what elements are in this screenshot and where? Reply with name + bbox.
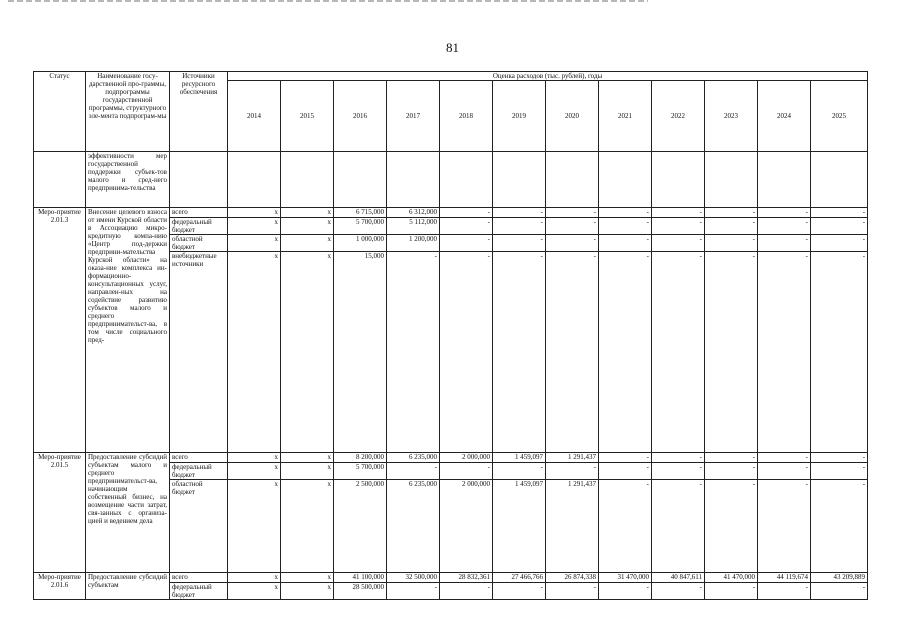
- value-cell: 1 200,000: [387, 235, 440, 252]
- value-cell: -: [652, 218, 705, 235]
- value-cell: [387, 152, 440, 208]
- value-cell: -: [811, 583, 868, 600]
- name-cell: эффективности мер государственной поддержки субъек-тов малого и сред-него предпринима-тельства: [86, 152, 170, 208]
- scan-edge-artifact: [8, 0, 648, 2]
- value-cell: -: [387, 252, 440, 453]
- header-name: Наименование госу-дарственной про-граммы, подпрограммы государственной программы, структурного эле-мента подпрограм-мы: [86, 72, 170, 152]
- value-cell: -: [652, 463, 705, 480]
- name-cell: Внесение целевого взноса от имени Курской области в Ассоциацию микро-кредитную компа-нию «Центр под-держки предприни-мательства Курской области» на оказа-ние комплекса ин-формационно-консультационных услуг, направлен-ных на содействие развитию субъектов малого и среднего предпринимательст-ва, в том числе социального пред-: [86, 208, 170, 453]
- source-cell: всего: [170, 573, 228, 583]
- value-cell: -: [493, 208, 546, 218]
- value-cell: -: [705, 218, 758, 235]
- header-status: Статус: [34, 72, 86, 152]
- header-year: 2021: [599, 81, 652, 152]
- value-cell: -: [599, 453, 652, 463]
- value-cell: -: [705, 235, 758, 252]
- value-cell: x: [281, 480, 334, 573]
- value-cell: 8 200,000: [334, 453, 387, 463]
- header-year: 2025: [811, 81, 868, 152]
- value-cell: -: [546, 235, 599, 252]
- value-cell: [652, 152, 705, 208]
- header-year: 2019: [493, 81, 546, 152]
- value-cell: 32 500,000: [387, 573, 440, 583]
- value-cell: -: [758, 218, 811, 235]
- value-cell: x: [281, 235, 334, 252]
- value-cell: x: [228, 480, 281, 573]
- value-cell: -: [811, 235, 868, 252]
- value-cell: x: [281, 252, 334, 453]
- name-cell: Предоставление субсидий субъектам: [86, 573, 170, 600]
- value-cell: x: [281, 218, 334, 235]
- value-cell: 2 500,000: [334, 480, 387, 573]
- value-cell: 27 466,766: [493, 573, 546, 583]
- value-cell: [493, 152, 546, 208]
- table-row: [34, 208, 868, 218]
- value-cell: 26 874,338: [546, 573, 599, 583]
- value-cell: x: [228, 573, 281, 583]
- value-cell: [599, 152, 652, 208]
- value-cell: 40 847,611: [652, 573, 705, 583]
- value-cell: -: [652, 235, 705, 252]
- value-cell: 6 715,000: [334, 208, 387, 218]
- value-cell: -: [652, 480, 705, 573]
- value-cell: -: [546, 252, 599, 453]
- header-year: 2020: [546, 81, 599, 152]
- value-cell: -: [758, 208, 811, 218]
- value-cell: -: [440, 463, 493, 480]
- value-cell: -: [758, 583, 811, 600]
- value-cell: -: [758, 480, 811, 573]
- value-cell: -: [440, 235, 493, 252]
- status-cell: Меро-приятие 2.01.5: [34, 453, 86, 573]
- value-cell: -: [811, 208, 868, 218]
- value-cell: -: [758, 252, 811, 453]
- page-number: 81: [446, 40, 459, 55]
- value-cell: 31 470,000: [599, 573, 652, 583]
- name-cell: Предоставление субсидий субъектам малого и среднего предпринимательст-ва, начинающим собственный бизнес, на возмещение части затрат, свя-занных с организа-цией и ведением дела: [86, 453, 170, 573]
- value-cell: x: [228, 208, 281, 218]
- value-cell: -: [758, 235, 811, 252]
- header-year: 2014: [228, 81, 281, 152]
- value-cell: -: [758, 463, 811, 480]
- value-cell: x: [228, 218, 281, 235]
- header-year: 2015: [281, 81, 334, 152]
- value-cell: 1 000,000: [334, 235, 387, 252]
- header-year: 2024: [758, 81, 811, 152]
- value-cell: -: [811, 218, 868, 235]
- value-cell: [228, 152, 281, 208]
- header-sources: Источники ресурсного обеспечения: [170, 72, 228, 152]
- value-cell: -: [599, 480, 652, 573]
- value-cell: 15,000: [334, 252, 387, 453]
- value-cell: -: [440, 218, 493, 235]
- value-cell: x: [281, 583, 334, 600]
- value-cell: -: [811, 480, 868, 573]
- budget-table: [33, 71, 868, 600]
- measures-body: [34, 208, 868, 600]
- status-cell: Меро-приятие 2.01.3: [34, 208, 86, 453]
- value-cell: -: [546, 463, 599, 480]
- source-cell: федеральный бюджет: [170, 463, 228, 480]
- value-cell: -: [546, 208, 599, 218]
- value-cell: 5 700,000: [334, 218, 387, 235]
- value-cell: -: [652, 208, 705, 218]
- value-cell: -: [493, 218, 546, 235]
- value-cell: -: [652, 583, 705, 600]
- value-cell: -: [387, 583, 440, 600]
- value-cell: x: [281, 463, 334, 480]
- value-cell: -: [493, 252, 546, 453]
- value-cell: 28 832,361: [440, 573, 493, 583]
- value-cell: x: [228, 453, 281, 463]
- table-row: [34, 573, 868, 583]
- value-cell: 2 000,000: [440, 480, 493, 573]
- source-cell: федеральный бюджет: [170, 218, 228, 235]
- value-cell: 1 459,097: [493, 453, 546, 463]
- value-cell: -: [705, 480, 758, 573]
- value-cell: [281, 152, 334, 208]
- value-cell: -: [387, 463, 440, 480]
- value-cell: -: [493, 463, 546, 480]
- value-cell: -: [493, 583, 546, 600]
- value-cell: -: [652, 252, 705, 453]
- value-cell: -: [758, 453, 811, 463]
- value-cell: -: [705, 453, 758, 463]
- value-cell: -: [811, 453, 868, 463]
- value-cell: -: [652, 453, 705, 463]
- value-cell: -: [546, 218, 599, 235]
- status-cell: [34, 152, 86, 208]
- value-cell: -: [811, 252, 868, 453]
- value-cell: 6 312,000: [387, 208, 440, 218]
- source-cell: [170, 152, 228, 208]
- source-cell: областной бюджет: [170, 235, 228, 252]
- table-row: [34, 453, 868, 463]
- value-cell: -: [705, 583, 758, 600]
- source-cell: внебюджетные источники: [170, 252, 228, 453]
- value-cell: 28 500,000: [334, 583, 387, 600]
- value-cell: -: [705, 252, 758, 453]
- value-cell: -: [546, 583, 599, 600]
- value-cell: -: [599, 218, 652, 235]
- header-year: 2022: [652, 81, 705, 152]
- value-cell: -: [705, 208, 758, 218]
- value-cell: 44 119,674: [758, 573, 811, 583]
- header-expenses: Оценка расходов (тыс. рублей), годы: [228, 72, 868, 81]
- value-cell: [811, 152, 868, 208]
- value-cell: 2 000,000: [440, 453, 493, 463]
- value-cell: -: [811, 463, 868, 480]
- source-cell: областной бюджет: [170, 480, 228, 573]
- value-cell: -: [599, 252, 652, 453]
- value-cell: [758, 152, 811, 208]
- value-cell: -: [705, 463, 758, 480]
- value-cell: [334, 152, 387, 208]
- value-cell: x: [281, 573, 334, 583]
- value-cell: 1 291,437: [546, 480, 599, 573]
- value-cell: 1 459,097: [493, 480, 546, 573]
- value-cell: -: [599, 463, 652, 480]
- status-cell: Меро-приятие 2.01.6: [34, 573, 86, 600]
- value-cell: -: [599, 208, 652, 218]
- source-cell: всего: [170, 453, 228, 463]
- header-year: 2016: [334, 81, 387, 152]
- value-cell: 6 235,000: [387, 453, 440, 463]
- value-cell: x: [281, 208, 334, 218]
- value-cell: [440, 152, 493, 208]
- source-cell: федеральный бюджет: [170, 583, 228, 600]
- header-year: 2017: [387, 81, 440, 152]
- value-cell: x: [228, 463, 281, 480]
- value-cell: 41 100,000: [334, 573, 387, 583]
- value-cell: x: [228, 252, 281, 453]
- value-cell: 5 112,000: [387, 218, 440, 235]
- value-cell: -: [440, 583, 493, 600]
- header-year: 2023: [705, 81, 758, 152]
- value-cell: -: [599, 235, 652, 252]
- value-cell: 41 470,000: [705, 573, 758, 583]
- value-cell: 1 291,437: [546, 453, 599, 463]
- value-cell: x: [228, 583, 281, 600]
- value-cell: x: [281, 453, 334, 463]
- value-cell: 5 700,000: [334, 463, 387, 480]
- table-row: [34, 152, 868, 208]
- source-cell: всего: [170, 208, 228, 218]
- header-year: 2018: [440, 81, 493, 152]
- value-cell: -: [440, 252, 493, 453]
- value-cell: -: [599, 583, 652, 600]
- value-cell: [546, 152, 599, 208]
- value-cell: 6 235,000: [387, 480, 440, 573]
- value-cell: 43 209,889: [811, 573, 868, 583]
- value-cell: -: [493, 235, 546, 252]
- value-cell: -: [440, 208, 493, 218]
- value-cell: x: [228, 235, 281, 252]
- value-cell: [705, 152, 758, 208]
